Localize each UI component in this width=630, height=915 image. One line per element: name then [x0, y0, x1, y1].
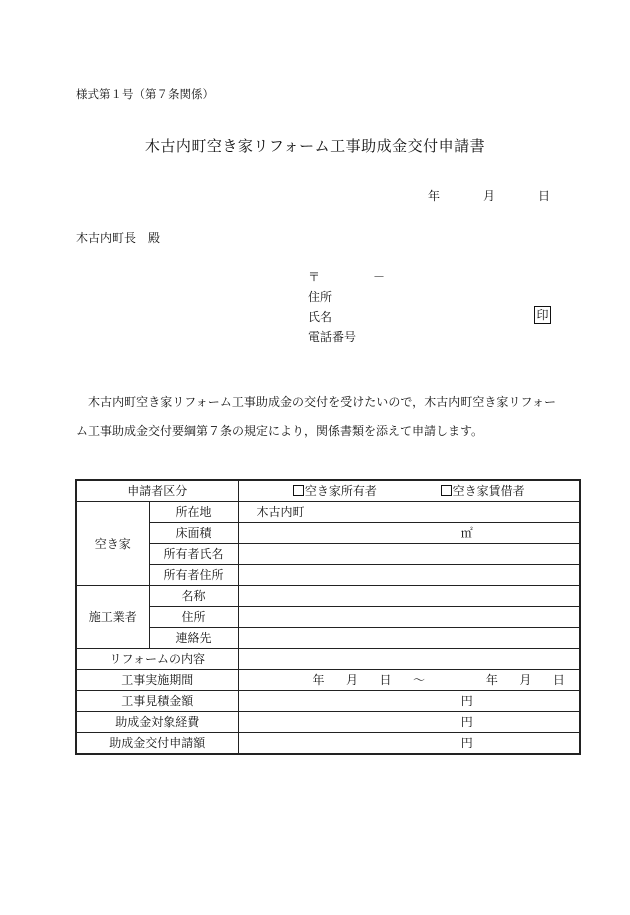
table-row	[76, 649, 580, 670]
contractor-address-field[interactable]	[238, 607, 580, 628]
period-day-end: 日	[552, 673, 565, 687]
owner-address-label: 所有者住所	[149, 565, 238, 586]
contractor-address-label: 住所	[149, 607, 238, 628]
table-row	[76, 565, 580, 586]
date-year-label: 年	[428, 189, 441, 203]
contractor-contact-label: 連絡先	[149, 628, 238, 649]
table-row	[76, 691, 580, 712]
owner-address-field[interactable]	[238, 565, 580, 586]
applicant-address-label: 住所	[308, 290, 333, 304]
applicant-category-label: 申請者区分	[76, 480, 238, 502]
period-month-start: 月	[346, 673, 359, 687]
period-month-end: 月	[519, 673, 532, 687]
owner-checkbox[interactable]	[293, 484, 377, 498]
period-label: 工事実施期間	[76, 670, 238, 691]
date-day-label: 日	[538, 189, 551, 203]
floor-area-unit: ㎡	[460, 526, 473, 540]
owner-name-label: 所有者氏名	[149, 544, 238, 565]
document-title: 木古内町空き家リフォーム工事助成金交付申請書	[144, 137, 486, 155]
owner-name-field[interactable]	[238, 544, 580, 565]
table-row	[76, 670, 580, 691]
period-year-start: 年	[312, 673, 325, 687]
applicant-category-options	[238, 480, 580, 502]
owner-option-label: 空き家所有者	[304, 484, 377, 498]
location-label: 所在地	[149, 502, 238, 523]
table-row	[76, 628, 580, 649]
table-row	[76, 502, 580, 523]
table-row	[76, 480, 580, 502]
reform-content-label: リフォームの内容	[76, 649, 238, 670]
location-value[interactable]: 木古内町	[238, 502, 580, 523]
postal-dash: －	[373, 270, 386, 284]
date-month-label: 月	[483, 189, 496, 203]
requested-amount-field[interactable]	[238, 733, 580, 755]
seal-mark: 印	[534, 306, 551, 324]
vacant-house-label: 空き家	[76, 502, 149, 586]
eligible-cost-field[interactable]	[238, 712, 580, 733]
applicant-phone-label: 電話番号	[308, 330, 357, 344]
table-row	[76, 523, 580, 544]
contractor-name-field[interactable]	[238, 586, 580, 607]
tenant-option-label: 空き家賃借者	[452, 484, 525, 498]
form-number: 様式第１号（第７条関係）	[76, 87, 214, 101]
estimate-label: 工事見積金額	[76, 691, 238, 712]
floor-area-label: 床面積	[149, 523, 238, 544]
tenant-checkbox[interactable]	[441, 484, 525, 498]
contractor-contact-field[interactable]	[238, 628, 580, 649]
applicant-name-label: 氏名	[308, 310, 333, 324]
postal-mark: 〒	[308, 270, 321, 284]
eligible-cost-label: 助成金対象経費	[76, 712, 238, 733]
contractor-name-label: 名称	[149, 586, 238, 607]
floor-area-field[interactable]	[238, 523, 580, 544]
yen-unit: 円	[460, 694, 473, 708]
checkbox-icon	[441, 485, 452, 496]
addressee: 木古内町長 殿	[76, 231, 161, 245]
yen-unit: 円	[460, 715, 473, 729]
table-row	[76, 544, 580, 565]
yen-unit: 円	[460, 736, 473, 750]
checkbox-icon	[293, 485, 304, 496]
period-day-start: 日	[379, 673, 392, 687]
table-row	[76, 733, 580, 755]
application-table	[75, 479, 581, 755]
requested-amount-label: 助成金交付申請額	[76, 733, 238, 755]
contractor-label: 施工業者	[76, 586, 149, 649]
period-tilde: ～	[412, 673, 425, 687]
table-row	[76, 586, 580, 607]
reform-content-field[interactable]	[238, 649, 580, 670]
application-statement: 木古内町空き家リフォーム工事助成金の交付を受けたいので，木古内町空き家リフォーム工事助成金交付要綱第７条の規定により，関係書類を添えて申請します。	[76, 395, 556, 438]
table-row	[76, 712, 580, 733]
period-field[interactable]	[238, 670, 580, 691]
estimate-field[interactable]	[238, 691, 580, 712]
period-year-end: 年	[485, 673, 498, 687]
table-row	[76, 607, 580, 628]
